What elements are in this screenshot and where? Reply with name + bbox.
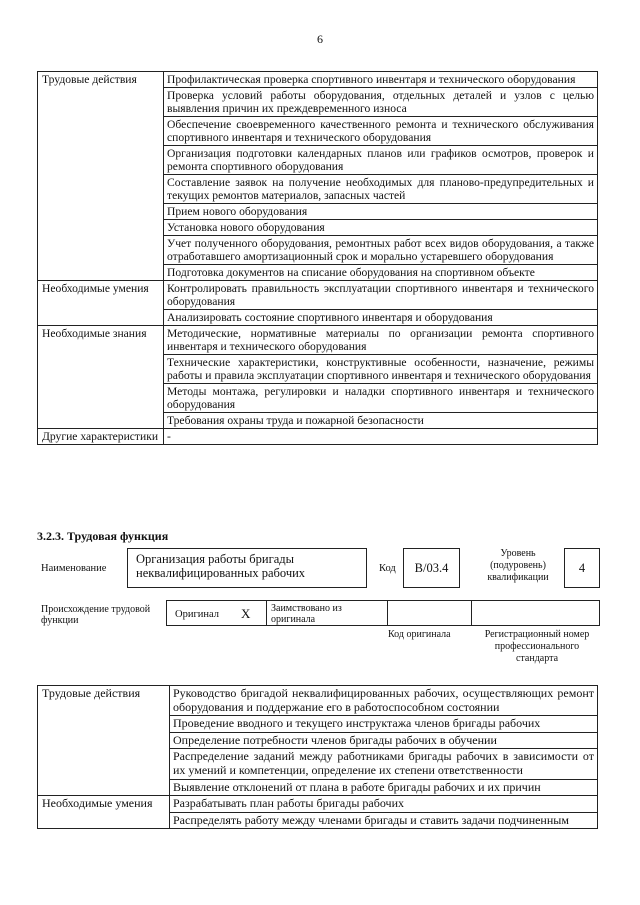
row-label: Необходимые знания [38,326,164,429]
level-value: 4 [564,548,600,588]
table-cell: Учет полученного оборудования, ремонтных работ всех видов оборудования, а также отработавшего амортизационный срок и морально устаревшего оборудования [164,236,598,265]
labor-actions-table-2 [37,685,598,829]
table-cell: Определение потребности членов бригады рабочих в обучении [170,732,598,749]
table-cell: Контролировать правильность эксплуатации спортивного инвентаря и технического оборудования [164,281,598,310]
table-cell: Технические характеристики, конструктивные особенности, назначение, режимы работы и правила эксплуатации спортивного инвентаря и технического оборудования [164,355,598,384]
table-row [38,429,598,445]
table-cell: Методы монтажа, регулировки и наладки спортивного инвентаря и технического оборудования [164,384,598,413]
original-mark: X [241,606,251,621]
name-label: Наименование [41,563,107,574]
page-number: 6 [317,32,323,46]
table-cell: Распределять работу между членами бригады и ставить задачи подчиненным [170,812,598,829]
reg-number-label: Регистрационный номер профессионального стандарта [484,629,590,664]
original-label: Оригинал [175,609,219,620]
table-cell: Прием нового оборудования [164,204,598,220]
code-label: Код [379,563,396,574]
row-label: Необходимые умения [38,796,170,829]
table-cell: Обеспечение своевременного качественного ремонта и технического обслуживания спортивного инвентаря и технического оборудования [164,117,598,146]
table-cell: Установка нового оборудования [164,220,598,236]
row-label: Другие характеристики [38,429,164,445]
row-label: Трудовые действия [38,72,164,281]
table-row [38,281,598,310]
table-cell: Распределение заданий между работниками бригады рабочих в зависимости от их умений и компетенции, определение их степени ответственности [170,749,598,779]
labor-actions-table-1 [37,71,598,445]
name-value: Организация работы бригады неквалифицированных рабочих [127,548,367,588]
borrowed-label: Заимствовано из оригинала [271,603,342,625]
table-row [38,796,598,813]
level-label: Уровень (подуровень) квалификации [487,548,549,583]
table-cell: Проверка условий работы оборудования, отдельных деталей и узлов с целью выявления причин их преждевременного износа [164,88,598,117]
table-cell: Организация подготовки календарных планов или графиков осмотров, проверок и ремонта спортивного оборудования [164,146,598,175]
divider [266,601,267,625]
table-row [38,686,598,716]
table-cell: Руководство бригадой неквалифицированных рабочих, осуществляющих ремонт оборудования и поддержание его в работоспособном состоянии [170,686,598,716]
table-cell: Разрабатывать план работы бригады рабочих [170,796,598,813]
table-cell: Анализировать состояние спортивного инвентаря и оборудования [164,310,598,326]
divider [387,601,388,625]
table-cell: Проведение вводного и текущего инструктажа членов бригады рабочих [170,716,598,733]
divider [471,601,472,625]
table-cell: - [164,429,598,445]
table-cell: Составление заявок на получение необходимых для планово-предупредительных и текущих ремонтов материалов, запасных частей [164,175,598,204]
code-value: B/03.4 [403,548,460,588]
table-cell: Выявление отклонений от плана в работе бригады рабочих и их причин [170,779,598,796]
table-cell: Требования охраны труда и пожарной безопасности [164,413,598,429]
table-cell: Подготовка документов на списание оборудования на спортивном объекте [164,265,598,281]
row-label: Необходимые умения [38,281,164,326]
origin-box [166,600,600,626]
code-original-label: Код оригинала [388,629,451,640]
table-row [38,72,598,88]
origin-label: Происхождение трудовой функции [41,604,151,626]
table-row [38,326,598,355]
table-cell: Профилактическая проверка спортивного инвентаря и технического оборудования [164,72,598,88]
table-cell: Методические, нормативные материалы по организации ремонта спортивного инвентаря и технического оборудования [164,326,598,355]
row-label: Трудовые действия [38,686,170,796]
section-title: 3.2.3. Трудовая функция [37,529,169,543]
